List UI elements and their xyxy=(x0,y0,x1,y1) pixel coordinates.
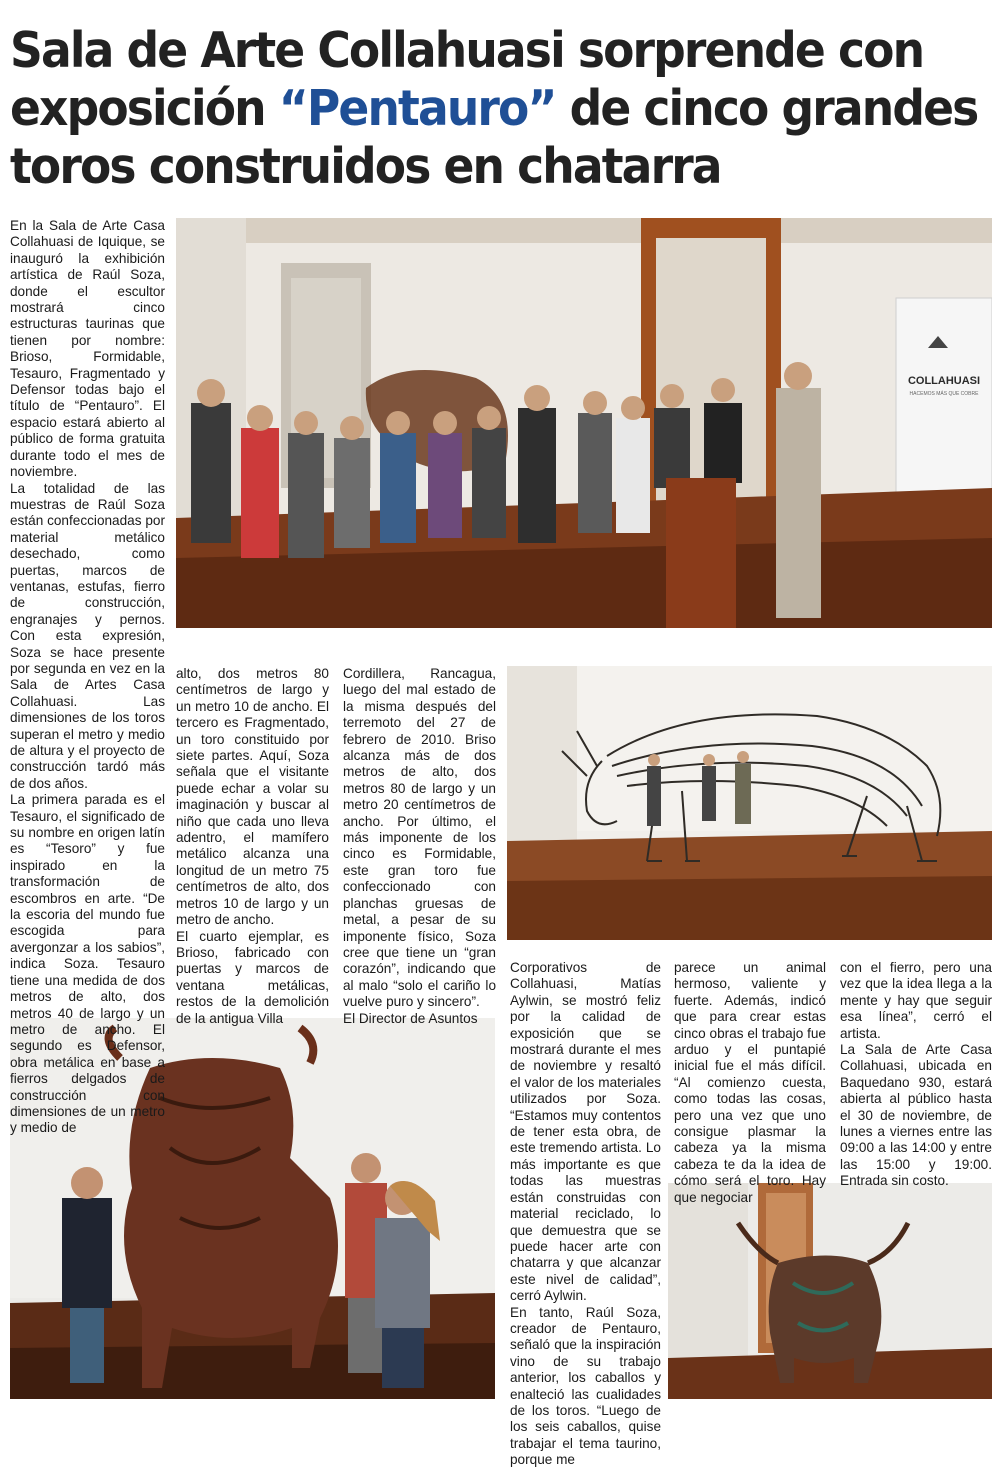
photo-wire-bull xyxy=(507,666,992,940)
headline-line-3: toros construidos en chatarra xyxy=(10,138,721,195)
banner-tagline: HACEMOS MÁS QUE COBRE xyxy=(909,391,979,397)
photo-bull-front-view xyxy=(668,1183,992,1399)
article-column-3 xyxy=(343,666,496,1027)
article-column-5 xyxy=(674,960,826,1206)
article-paragraph: En la Sala de Arte Casa Collahuasi de Iquique, se inauguró la exhibición artística de Raúl Soza, donde el escultor mostrará cinco estructuras taurinas que tienen por nombre: Brioso, Formidable, Tesauro, Fragmentado y Defensor todas bajo el título de “Pentauro”. El espacio estará abierto al público de forma gratuita durante todo el mes de noviembre. xyxy=(10,218,165,480)
article-paragraph: La totalidad de las muestras de Raúl Soza están confeccionadas por material metálico desechado, como puertas, marcos de ventanas, estufas, fierro de construcción, engranajes y pernos. Con esta expresión, Soza se hace presente por segunda en vez en la Sala de Artes Casa Collahuasi. Las dimensiones de los toros superan el metro y medio de altura y el proyecto de construcción tardó más de dos años. xyxy=(10,480,165,791)
article-paragraph: parece un animal hermoso, valiente y fuerte. Además, indicó que para crear estas cinco obras el trabajo fue arduo y el puntapié inicial fue el más difícil. “Al comienzo cuesta, como todas las cosas, pero una vez que uno consigue plasmar la cabeza ya la misma cabeza te da la idea de cómo será el toro. Hay que negociar xyxy=(674,960,826,1205)
article-paragraph: alto, dos metros 80 centímetros de largo y un metro 10 de ancho. El tercero es Fragmentado, un toro constituido por siete partes. Aquí, Soza señala que el visitante puede echar a volar su imaginación y buscar al niño que cada uno lleva adentro, el mamífero metálico alcanza una longitud de un metro 75 centímetros de alto, dos metros 10 de largo y un metro de ancho. xyxy=(176,666,329,928)
article-column-2 xyxy=(176,666,329,1027)
article-paragraph: Cordillera, Rancagua, luego del mal estado de la misma después del terremoto del 27 de febrero de 2010. Briso alcanza más de dos metros de alto, dos metros 80 de largo y un metro 20 centímetros de ancho. Por último, el más imponente de los cinco es Formidable, este gran toro fue confeccionado con planchas gruesas de metal, a pesar de su imponente físico, Soza cree que tiene un “gran corazón”, indicando que al malo “solo el cariño lo vuelve puro y sincero”. xyxy=(343,666,496,1010)
headline-highlight: “Pentauro” xyxy=(278,80,556,137)
article-paragraph: El Director de Asuntos xyxy=(343,1010,478,1026)
article-paragraph: con el fierro, pero una vez que la idea llega a la mente y hay que seguir esa línea”, cerró el artista. xyxy=(840,960,992,1041)
banner-brand: COLLAHUASI xyxy=(907,375,981,387)
article-paragraph: La primera parada es el Tesauro, el significado de su nombre en origen latín es “Tesoro” y fue inspirado en la transformación de escombros en arte. “De la escoria del mundo fue escogida para avergonzar a los sabios”, indica Soza. Tesauro tiene una medida de dos metros de alto, dos metros 40 de largo y un metro de ancho. El segundo es Defensor, obra metálica en base a fierros delgados de construcción con dimensiones de un metro y medio de xyxy=(10,792,165,1136)
article-paragraph: En tanto, Raúl Soza, creador de Pentauro, señaló que la inspiración vino de su trabajo anterior, los caballos y enalteció las cualidades de los toros. “Luego de los seis caballos, quise trabajar el tema taurino, porque me xyxy=(510,1304,661,1468)
article-paragraph: El cuarto ejemplar, es Brioso, fabricado con puertas y marcos de ventana metálicas, restos de la demolición de la antigua Villa xyxy=(176,928,329,1026)
article-paragraph: Corporativos de Collahuasi, Matías Aylwin, se mostró feliz por la calidad de exposición que se mostrará durante el mes de noviembre y resaltó el valor de los materiales utilizados por Soza. “Estamos muy contentos de tener esta obra, de este tremendo artista. Lo más importante es que todas las muestras están construidas con material reciclado, lo que demuestra que se puede hacer arte con chatarra y que alcanzar este nivel de calidad”, cerró Aylwin. xyxy=(510,960,661,1304)
headline-line-2-start: exposición xyxy=(10,80,279,137)
article-column-1 xyxy=(10,218,165,1137)
article-paragraph: La Sala de Arte Casa Collahuasi, ubicada en Baquedano 930, estará abierta al público hasta el 30 de noviembre, de lunes a viernes entre las 09:00 a las 14:00 y entre las 15:00 y 19:00. Entrada sin costo. xyxy=(840,1042,992,1189)
headline-line-2-end: de cinco grandes xyxy=(555,80,978,137)
headline-line-1: Sala de Arte Collahuasi sorprende con xyxy=(10,22,924,79)
article-column-6 xyxy=(840,960,992,1190)
photo-inauguration-crowd xyxy=(176,218,992,628)
headline xyxy=(10,22,978,196)
article-column-4 xyxy=(510,960,661,1469)
